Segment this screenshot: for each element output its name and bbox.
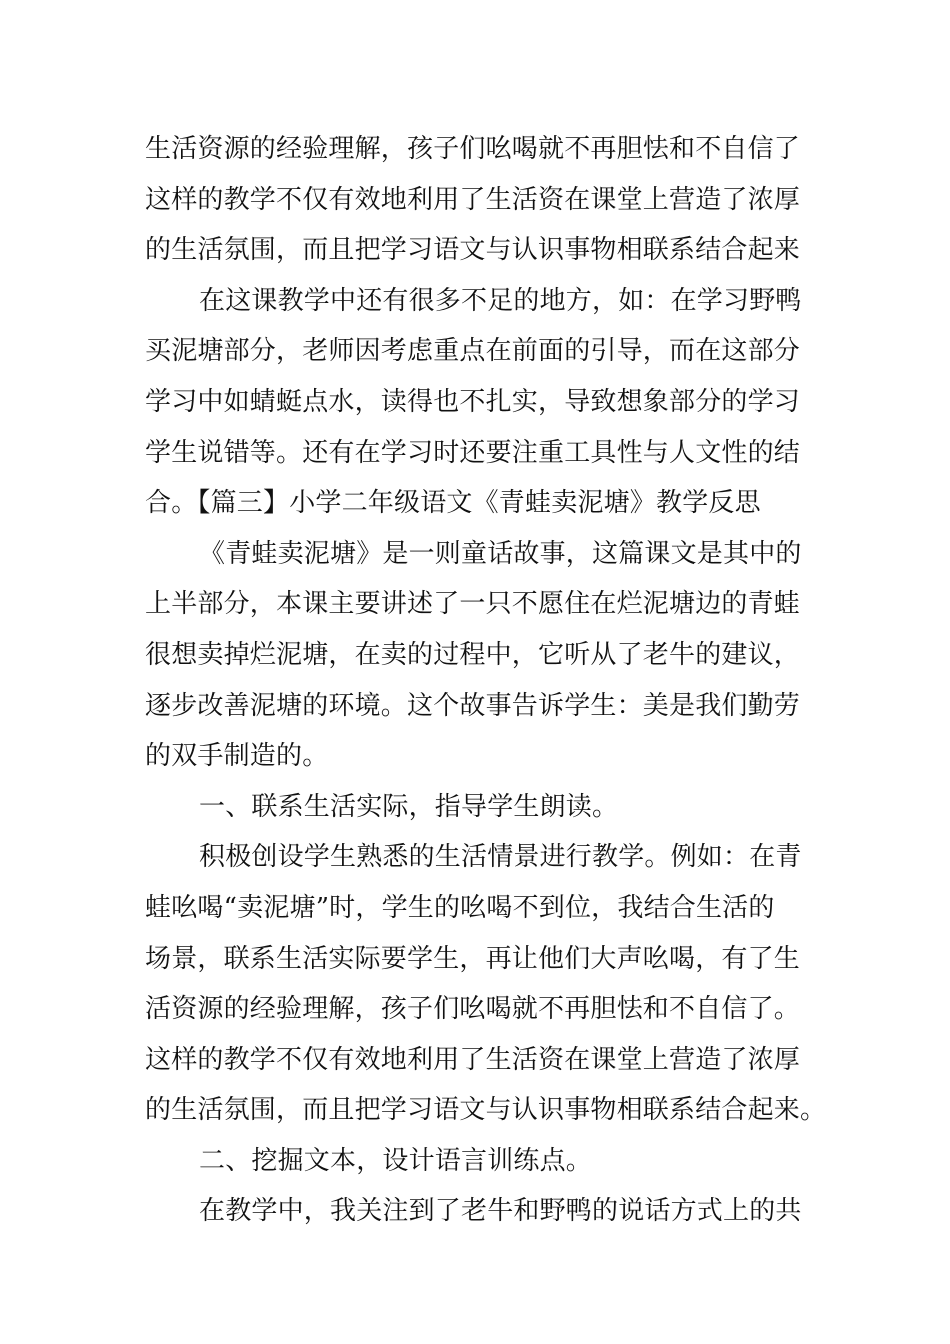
text-line-15: 积极创设学生熟悉的生活情景进行教学。例如：在青 [199,842,802,873]
text-line-4: 在这课教学中还有很多不足的地方，如：在学习野鸭 [199,285,802,316]
text-line-13: 的双手制造的。 [145,741,329,772]
text-line-5: 买泥塘部分，老师因考虑重点在前面的引导，而在这部分 [145,336,801,367]
text-line-16: 蛙吆喝“卖泥塘”时，学生的吆喝不到位，我结合生活的 [145,892,775,923]
text-line-8: 合。【篇三】小学二年级语文《青蛙卖泥塘》教学反思 [145,488,761,519]
text-line-14: 一、联系生活实际，指导学生朗读。 [199,791,619,822]
text-line-17: 场景，联系生活实际要学生，再让他们大声吆喝，有了生 [145,943,801,974]
text-line-7: 学生说错等。还有在学习时还要注重工具性与人文性的结 [145,437,801,468]
text-line-19: 这样的教学不仅有效地利用了生活资在课堂上营造了浓厚 [145,1044,801,1075]
text-line-22: 在教学中，我关注到了老牛和野鸭的说话方式上的共 [199,1196,802,1227]
text-line-3: 的生活氛围，而且把学习语文与认识事物相联系结合起来 [145,235,801,266]
text-line-21: 二、挖掘文本，设计语言训练点。 [199,1145,593,1176]
text-line-6: 学习中如蜻蜓点水，读得也不扎实，导致想象部分的学习 [145,386,801,417]
text-line-20: 的生活氛围，而且把学习语文与认识事物相联系结合起来。 [145,1095,827,1126]
text-line-9: 《青蛙卖泥塘》是一则童话故事，这篇课文是其中的 [199,538,802,569]
text-line-12: 逐步改善泥塘的环境。这个故事告诉学生：美是我们勤劳 [145,690,801,721]
text-line-10: 上半部分，本课主要讲述了一只不愿住在烂泥塘边的青蛙 [145,589,801,620]
text-line-2: 这样的教学不仅有效地利用了生活资在课堂上营造了浓厚 [145,184,801,215]
text-line-1: 生活资源的经验理解，孩子们吆喝就不再胆怯和不自信了 [145,134,801,164]
document-body [145,124,827,1237]
text-line-18: 活资源的经验理解，孩子们吆喝就不再胆怯和不自信了。 [145,994,801,1025]
text-line-11: 很想卖掉烂泥塘，在卖的过程中，它听从了老牛的建议， [145,639,801,670]
